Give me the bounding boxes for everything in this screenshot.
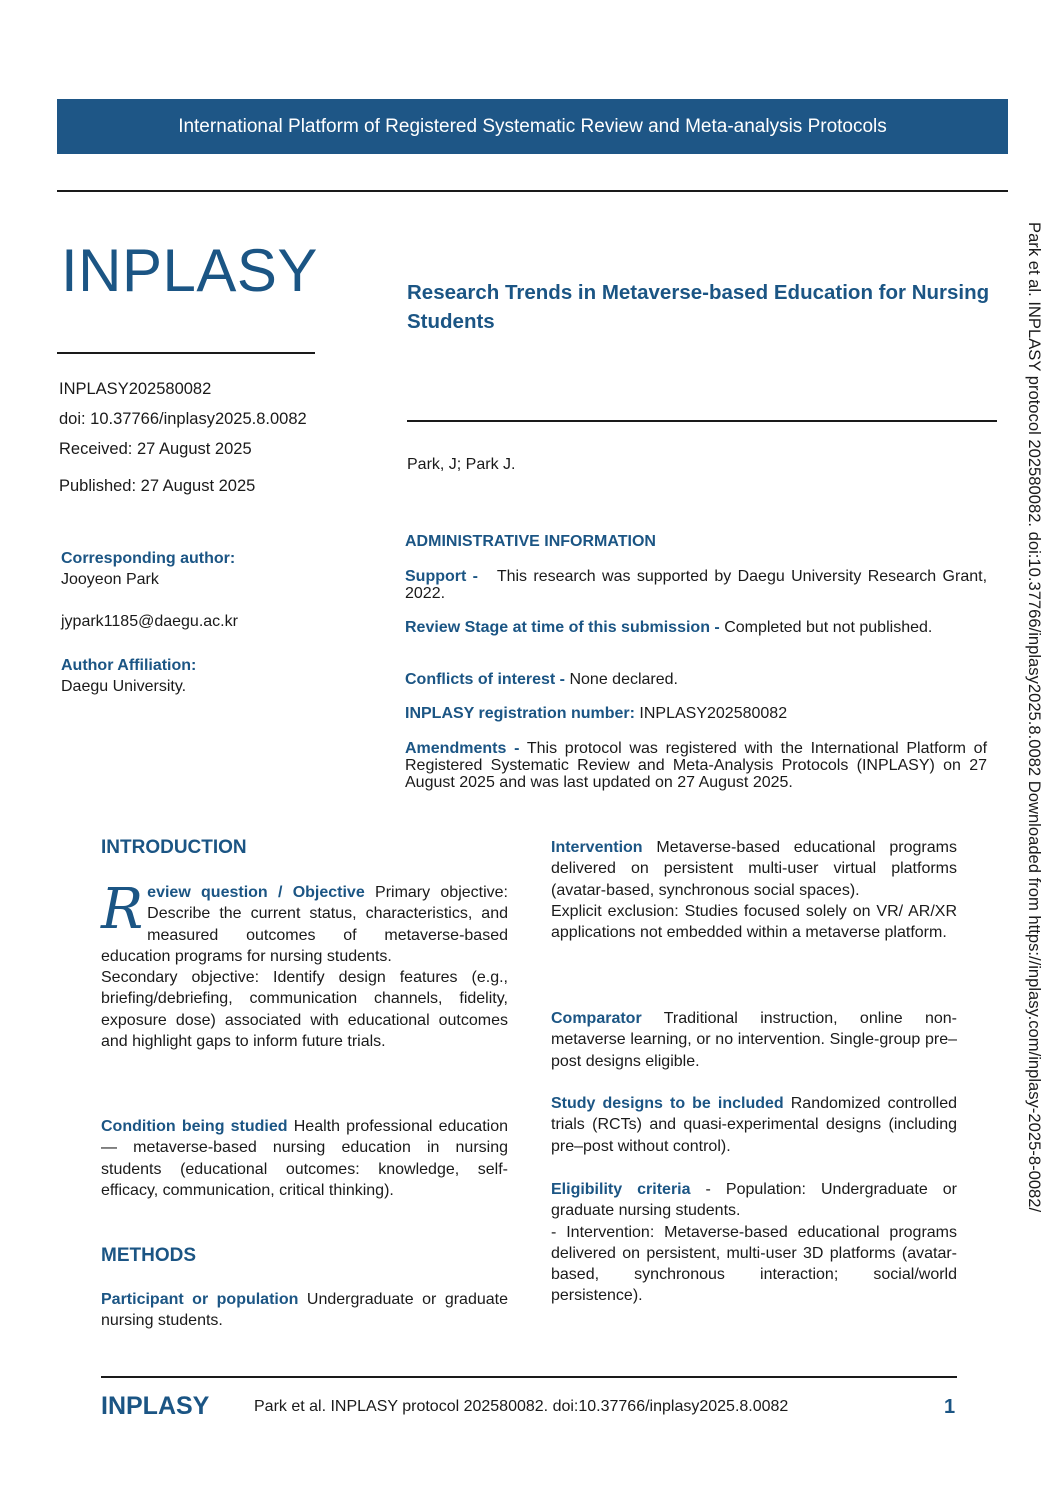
drop-cap: R xyxy=(101,877,144,942)
published-date: Published: 27 August 2025 xyxy=(59,477,256,495)
population-label: Participant or population xyxy=(101,1291,299,1308)
paper-title: Research Trends in Metaverse-based Education for Nursing Students xyxy=(407,281,990,333)
top-divider xyxy=(57,190,1008,192)
corresponding-author xyxy=(61,548,238,632)
footer-logo: INPLASY xyxy=(101,1392,210,1420)
registration-id: INPLASY202580082 xyxy=(59,380,212,398)
condition-text: Health professional education — metaverse-based nursing education in nursing students (educational outcomes: knowledge, self-efficacy, communication, critical thinking). xyxy=(101,1118,508,1199)
condition-label: Condition being studied xyxy=(101,1118,288,1135)
secondary-objective-text: Secondary objective: Identify design features (e.g., briefing/debriefing, communication channels, fidelity, exposure dose) associated with educational outcomes and highlight gaps to inform future trials. xyxy=(101,969,508,1051)
admin-heading: ADMINISTRATIVE INFORMATION xyxy=(405,533,656,550)
admin-registration-number: INPLASY registration number: INPLASY202580082 xyxy=(405,705,788,722)
author-list: Park, J; Park J. xyxy=(407,456,516,473)
admin-support: Support - This research was supported by Daegu University Research Grant, 2022. xyxy=(405,568,988,602)
vertical-citation-sidebar: Park et al. INPLASY protocol 202580082. doi:10.37766/inplasy2025.8.0082 Downloaded from https://inplasy.com/inplasy-2025-8-0082/ xyxy=(1025,222,1044,1213)
intervention-label: Intervention xyxy=(551,839,643,856)
comparator-text: Traditional instruction, online non-metaverse learning, or no intervention. Single-group pre–post designs eligible. xyxy=(551,1010,957,1070)
intervention-text: Metaverse-based educational programs delivered on persistent multi-user virtual platforms (avatar-based, synchronous social spaces). xyxy=(551,839,957,899)
comparator-label: Comparator xyxy=(551,1010,642,1027)
intervention-section xyxy=(551,837,957,943)
methods-heading: METHODS xyxy=(101,1245,196,1266)
admin-conflicts: Conflicts of interest - None declared. xyxy=(405,671,678,688)
admin-amendments: Amendments - This protocol was registered with the International Platform of Registered Systematic Review and Meta-Analysis Protocols (INPLASY) on 27 August 2025 and was last updated on 27 August 2025. xyxy=(405,740,988,791)
study-designs-text: Randomized controlled trials (RCTs) and quasi-experimental designs (including pre–post without control). xyxy=(551,1095,957,1155)
review-question-text: Primary objective: Describe the current status, characteristics, and measured outcomes of metaverse-based education programs for nursing students. xyxy=(101,884,508,965)
population-text: Undergraduate or graduate nursing students. xyxy=(101,1291,508,1330)
header-banner: International Platform of Registered Systematic Review and Meta-analysis Protocols xyxy=(57,99,1008,154)
footer-citation: Park et al. INPLASY protocol 202580082. doi:10.37766/inplasy2025.8.0082 xyxy=(254,1398,789,1415)
eligibility-intervention-text: - Intervention: Metaverse-based educational programs delivered on persistent, multi-user 3D platforms (avatar-based, synchronous interaction; social/world persistence). xyxy=(551,1223,957,1305)
condition-section xyxy=(101,1116,508,1201)
corresponding-label: Corresponding author: xyxy=(61,550,236,567)
corresponding-name: Jooyeon Park xyxy=(61,571,159,588)
admin-review-stage: Review Stage at time of this submission - Completed but not published. xyxy=(405,619,933,636)
doi-text: doi: 10.37766/inplasy2025.8.0082 xyxy=(59,410,307,428)
study-designs-label: Study designs to be included xyxy=(551,1095,784,1112)
review-question-section xyxy=(101,877,508,1052)
logo-underline xyxy=(57,352,315,354)
comparator-section xyxy=(551,1008,957,1072)
intervention-exclusion-text: Explicit exclusion: Studies focused solely on VR/ AR/XR applications not embedded within a metaverse platform. xyxy=(551,902,957,942)
eligibility-label: Eligibility criteria xyxy=(551,1181,691,1198)
received-date: Received: 27 August 2025 xyxy=(59,440,252,458)
title-divider xyxy=(407,420,997,422)
introduction-heading: INTRODUCTION xyxy=(101,837,247,858)
author-affiliation xyxy=(61,655,196,697)
footer-divider xyxy=(101,1376,957,1378)
review-question-label: eview question / Objective xyxy=(147,884,365,901)
inplasy-logo: INPLASY xyxy=(61,237,318,304)
population-section xyxy=(101,1289,508,1332)
corresponding-email: jypark1185@daegu.ac.kr xyxy=(61,613,238,630)
eligibility-population-text: - Population: Undergraduate or graduate nursing students. xyxy=(551,1181,957,1220)
study-designs-section xyxy=(551,1093,957,1157)
affiliation-label: Author Affiliation: xyxy=(61,657,197,674)
eligibility-section xyxy=(551,1179,957,1307)
affiliation-value: Daegu University. xyxy=(61,678,187,695)
page-number: 1 xyxy=(944,1396,956,1418)
